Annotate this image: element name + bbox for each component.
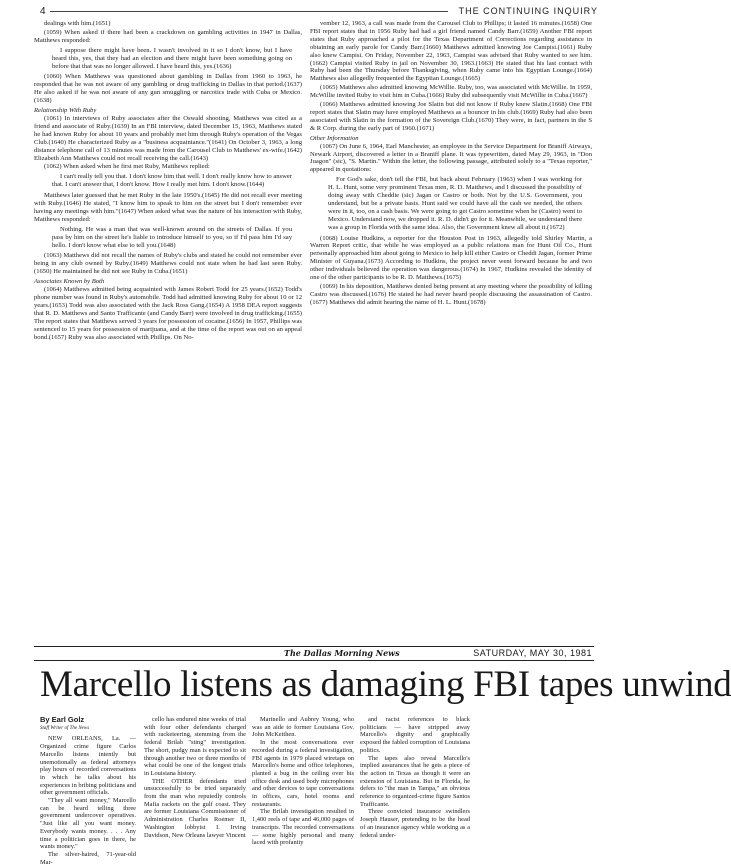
- newspaper-logo: The Dallas Morning News: [284, 648, 400, 658]
- paragraph: Matthews later guessed that he met Ruby in the late 1950's.(1645) He did not recall ever meeting with Ruby.(1646) He stated, "I know him to speak to him on the street but I don't remember ever having any meetings with him."(1647) When asked what was the nature of his interaction with Ruby, Matthews responded:: [34, 192, 302, 223]
- paragraph: (1065) Matthews also admitted knowing McWillie. Ruby, too, was associated with McWillie. In 1959, McWillie invited Ruby to visit him in Cuba.(1666) Ruby did subsequently visit McWillie in Cuba.(1667): [310, 84, 592, 100]
- header-rule: [50, 11, 448, 12]
- paragraph: (1061) In interviews of Ruby associates after the Oswald shooting, Matthews was cited as a friend and associate of Ruby.(1639) In an FBI interview, dated December 15, 1963, Matthews stated he had known Ruby for about 10 years and probably met him through Ruby's operation of the Vegas Club.(1640) He characterized Ruby as a "business acquaintance."(1641) On October 3, 1963, a long distance telephone call of 13 minutes was made from the Carousel Club to Matthews' ex-wife.(1642) Elizabeth Ann Matthews could not recall receiving the call.(1643): [34, 114, 302, 162]
- masthead-rule-bottom: [34, 660, 594, 661]
- article-paragraph: "They all want money," Marcello can be heard telling three government undercover operatives. "Just like all you want money. Everybody wants money. . . . Any time a politician goes in there, he wants money.": [40, 797, 136, 851]
- block-quote: I can't really tell you that. I don't know him that well. I don't really know how to answer that. I can't answer that, I don't know. How I really met him. I don't know.(1644): [52, 173, 292, 189]
- running-title: THE CONTINUING INQUIRY: [458, 6, 598, 16]
- paragraph: (1067) On June 6, 1964, Earl Manchester, an employee in the Service Department for Braniff Airways, Newark Airport, discovered a letter in a Braniff plane. It was typewritten, dated May 29, 1963, in "Don Juagon" (sic), "S. Martin." Within the letter, the following passage, attributed solely to a "Texas reporter," appeared in quotations:: [310, 142, 592, 174]
- article-paragraph: Three convicted insurance swindlers Joseph Hauser, pretending to be the head of an insurance agency while working as a federal under-: [360, 808, 470, 839]
- article-headline: Marcello listens as damaging FBI tapes unwind: [40, 664, 731, 705]
- article-paragraph: The silver-haired, 71-year-old Mar-: [40, 850, 136, 866]
- section-heading: Other Information: [310, 134, 359, 142]
- article-column: [40, 716, 136, 866]
- article-byline: By Earl Golz: [40, 715, 85, 724]
- article-paragraph: In the most conversations ever recorded during a federal investigation, FBI agents in 1979 placed wiretaps on Marcello's home and office telephones, planted a bug in the ceiling over his office desk and used body microphones and other devices to tape conversations in offices, cars, hotel rooms and restaurants.: [252, 739, 354, 808]
- article-paragraph: THE OTHER defendants tried unsuccessfully to be tried separately from the man who reputedly controls Mafia rackets on the gulf coast. They are former Louisiana Commissioner of Administration Charles Roemer II, Washington lobbyist I. Irving Davidson, New Orleans lawyer Vincent: [144, 777, 246, 839]
- page-number: 4: [40, 6, 46, 17]
- paragraph: (1068) Louise Hudkins, a reporter for the Houston Post in 1963, allegedly told Shirley Martin, a Warren Report critic, that while he was employed as a public relations man for Hunt Oil Co., Hunt personally approached him about going to Mexico to help kill either Castro or Cheddi Jagan, former Prime Minister of Guyana.(1673) According to Hudkins, the project never went forward because he and two other individuals believed the operation was dangerous.(1674) In 1967, Hudkins revealed the identity of one of the other participants to be R. D. Matthews.(1675): [310, 234, 592, 282]
- paragraph: dealings with him.(1651): [44, 20, 111, 27]
- masthead-rule-top: [34, 646, 594, 647]
- section-heading: Relationship With Ruby: [34, 107, 97, 115]
- block-quote: Nothing. He was a man that was well-known around on the streets of Dallas. If you pass by him on the street he's liable to introduce himself to you, so if I'd pass him I'd say hello. I don't know what else to tell you.(1648): [52, 225, 292, 249]
- page-header: [40, 6, 598, 18]
- report-right-column: [310, 20, 592, 308]
- article-column: [360, 716, 470, 839]
- article-paragraph: NEW ORLEANS, La. — Organized crime figure Carlos Marcello listens intently but unemotionally as federal attorneys play hours of recorded conversations in which he talks about his experiences in bribing politicians and other government officials.: [40, 735, 136, 797]
- paragraph: (1059) When asked if there had been a crackdown on gambling activities in 1947 in Dallas, Matthews responded:: [34, 28, 302, 44]
- newspaper-date: SATURDAY, MAY 30, 1981: [473, 648, 592, 658]
- paragraph: (1064) Matthews admitted being acquainted with James Robert Todd for 25 years.(1652) Todd's phone number was found in Ruby's automobile. Todd had admitted knowing Ruby for about 10 or 12 years.(1653) Todd was also associated with the Jack Ross Gang.(1654) A 1958 DEA report suggests that R. D. Matthews and Santo Trafficante (and Candy Barr) were involved in drug trafficking.(1655) The report states that Matthews served 3 years for possession of cocaine.(1656) In 1957, Phillips was sentenced to 15 years for possession of marijuana, and at the time of the report was out on an appeal bond.(1657) Ruby was also associated with Phillips. On No-: [34, 286, 302, 341]
- article-column: [144, 716, 246, 839]
- newspaper-masthead: [34, 648, 594, 660]
- block-quote: I suppose there might have been. I wasn't involved in it so I don't know, but I have heard this, yes, that they had an election and there might have been something going on before that that was no longer allowed. I have heard this, yes.(1636): [52, 46, 292, 70]
- article-paragraph: The Brilab investigation resulted in 1,400 reels of tape and 46,000 pages of transcripts. The recorded conversations — some highly personal and many laced with profanity: [252, 808, 354, 847]
- paragraph: (1062) When asked when he first met Ruby, Matthews replied:: [44, 163, 210, 171]
- article-paragraph: The tapes also reveal Marcello's implied assurances that he gets a piece of the action in Texas as though it were an extension of Louisiana. But in Florida, he defers to "the man in Tampa," an obvious reference to organized-crime figure Santos Trafficante.: [360, 754, 470, 808]
- paragraph: (1066) Matthews admitted knowing Joe Slatin but did not know if Ruby knew Slatin.(1668) One FBI report states that Slatin may have employed Matthews as a bouncer in his club.(1669) Ruby had also been associated with Slatin in the formation of the Sovereign Club.(1670) They were, in fact, partners in the S & R Corp. during the early part of 1960.(1671): [310, 101, 592, 132]
- report-left-column: [34, 20, 302, 342]
- section-heading: Associates Known by Both: [34, 278, 105, 286]
- paragraph: (1069) In his deposition, Matthews denied being present at any meeting where the possibility of killing Castro was discussed.(1676) He stated he had never heard people discussing the assassination of Castro.(1677) Matthews did admit hearing the name of H. L. Hunt.(1678): [310, 283, 592, 306]
- article-paragraph: cello has endured nine weeks of trial with four other defendants charged with racketeering, stemming from the federal Brilab "sting" investigation. The short, pudgy man is expected to sit through another two or three months of what could be one of the longest trials in Louisiana history.: [144, 716, 246, 777]
- article-paragraph: and racist references to black politicians — have stripped away Marcello's dignity and graphically exposed the fabled corruption of Louisiana politics.: [360, 716, 470, 754]
- block-quote: For God's sake, don't tell the FBI, but back about February (1963) when I was working for H. L. Hunt, some very prominent Texas men, R. D. Matthews, and I discussed the possibility of doing away with Cheddie (sic) Jagan or Castro or both. Not by the U.S. Government, you understand, but be a private basis. Hunt said we could have all the cash we needed, the others were in it, too, on a cash basis. We were going to get Castro sometime when he (Castro) went to Mexico. Understand now, we dropped it. R. D. didn't go for it. Meanwhile, we understand there was a group in Florida with the same idea. Also, the Government knew all about it.(1672): [328, 176, 582, 231]
- paragraph: (1060) When Matthews was questioned about gambling in Dallas from 1960 to 1963, he responded that he was not aware of any gambling or drug trafficking in Dallas in that period.(1637) He also asked if he was not aware of any gun smuggling or narcotics trade with Cuba or Mexico.(1638): [34, 73, 302, 105]
- paragraph: vember 12, 1963, a call was made from the Carousel Club to Phillips; it lasted 16 minutes.(1658) One FBI report states that in 1956 Ruby had had a girl friend named Candy Barr.(1659) Another FBI report states that Ruby approached a pilot for the Texas Department of Corrections regarding assistance in obtaining an early parole for Candy Barr.(1660) Matthews admitted knowing Joe Campisi.(1661) Ruby also knew Campisi. On Friday, November 22, 1963, Campisi was advised that Ruby wanted to see him.(1662) Campisi visited Ruby in jail on November 30, 1963.(1663) He stated that his last contact with Ruby had been the Thursday before Thanksgiving, when Ruby came into his Egyptian Lounge.(1664) Matthews also allegedly frequented the Egyptian Lounge.(1665): [310, 20, 592, 83]
- article-column: [252, 716, 354, 847]
- paragraph: (1063) Matthews did not recall the names of Ruby's clubs and stated he could not remember ever being in any club owned by Ruby.(1649) Matthews could not state when he had last seen Ruby.(1650) He maintained he did not see Ruby in Cuba.(1651): [34, 252, 302, 276]
- article-credit: Staff Writer of The News: [40, 725, 90, 731]
- article-paragraph: Marinello and Aubrey Young, who was an aide to former Louisiana Gov. John McKeithen.: [252, 716, 354, 739]
